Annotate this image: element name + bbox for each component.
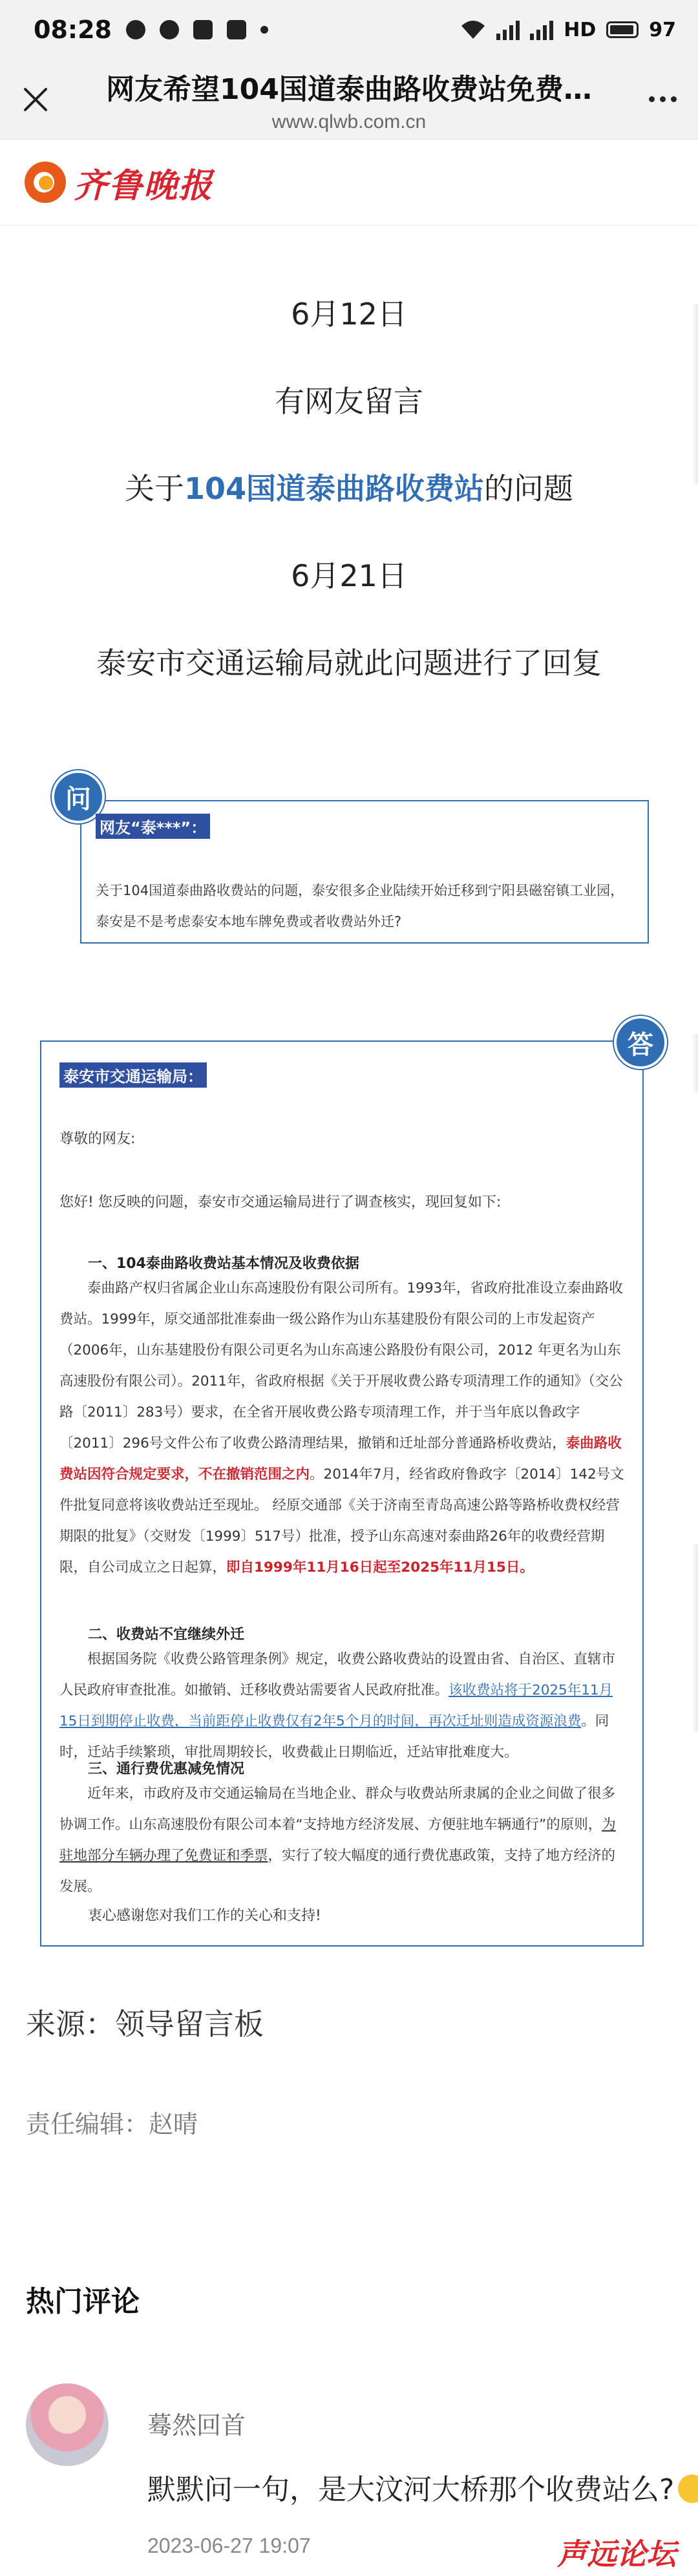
answer-s2-blue: 该收费站将于2025年11月15日到期停止收费，当前距停止收费仅有2年5个月的时间，再次迁址则造成资源浪费 — [59, 1682, 613, 1729]
network-type: HD — [564, 18, 597, 41]
answer-greeting: 尊敬的网友: — [59, 1131, 136, 1147]
more-dot-icon — [649, 96, 655, 102]
comment-time: 2023-06-27 19:07 — [147, 2534, 311, 2557]
side-shadow-3 — [692, 1545, 698, 1732]
intro-line-5: 泰安市交通运输局就此问题进行了回复 — [96, 646, 602, 681]
intro-date-2: 6月21日 — [291, 558, 407, 593]
question-badge: 问 — [52, 770, 105, 823]
page-url: www.qlwb.com.cn — [271, 111, 427, 132]
status-right — [460, 19, 676, 41]
browser-nav-bar — [0, 59, 698, 140]
answer-section-2-body — [59, 1644, 628, 1768]
logo-icon — [25, 162, 66, 203]
answer-section-1-body — [59, 1273, 628, 1583]
nav-title-area — [71, 66, 627, 133]
comment-text — [147, 2466, 698, 2507]
intro-highlight: 104国道泰曲路收费站 — [184, 471, 485, 506]
answer-badge: 答 — [614, 1016, 667, 1069]
status-left — [34, 16, 268, 44]
side-shadow-2 — [692, 1034, 698, 1092]
answer-opening: 您好! 您反映的问题，泰安市交通运输局进行了调查核实，现回复如下: — [59, 1194, 502, 1210]
more-dot-icon — [660, 96, 666, 102]
answer-section-3-title: 三、通行费优惠减免情况 — [88, 1761, 245, 1777]
question-asker: 网友“泰***”： — [96, 814, 210, 839]
answer-s3-underline: 为驻地部分车辆办理了免费证和季票 — [59, 1817, 616, 1864]
signal-icon — [496, 19, 520, 40]
chat-icon — [160, 20, 179, 39]
question-text: 关于104国道泰曲路收费站的问题，泰安很多企业陆续开始迁移到宁阳县磁窑镇工业园，泰安是不是考虑泰安本地车牌免费或者收费站外迁? — [96, 883, 624, 929]
article-editor: 责任编辑：赵晴 — [26, 2110, 198, 2138]
surprised-face-icon — [678, 2475, 698, 2503]
answer-responder: 泰安市交通运输局： — [59, 1062, 207, 1088]
page-title: 网友希望104国道泰曲路收费站免费… — [106, 72, 592, 106]
answer-s2-text-b: 。同时，迁站手续繁琐，审批周期较长，收费截止日期临近，迁站审批难度大。 — [59, 1713, 609, 1760]
answer-s1-text-b: 。2014年7月，经省政府鲁政字〔2014〕142号文件批复同意将该收费站迁至现址。 经原交通部《关于济南至青岛高速公路等路桥收费权经营期限的批复》（交财发〔1999〕517号）批准，授予山东高速对泰曲路26年的收费经营期限，自公司成立之日起算， — [59, 1466, 624, 1576]
intro-date-1: 6月12日 — [291, 297, 407, 332]
site-header — [0, 140, 698, 226]
comment-username[interactable]: 蓦然回首 — [147, 2411, 246, 2440]
answer-s1-text-a: 泰曲路产权归省属企业山东高速股份有限公司所有。1993年，省政府批准设立泰曲路收费站。1999年，原交通部批准泰曲一级公路作为山东基建股份有限公司的上市发起资产（2006年，山东基建股份有限公司更名为山东高速公路股份有限公司，2012 年更名为山东高速股份有限公司）。2011年，省政府根据《关于开展收费公路专项清理工作的通知》（交公路〔2011〕283号）要求，在全省开展收费公路专项清理工作，并于当年底以鲁政字〔2011〕296号文件公布了收费公路清理结果，撤销和迁址部分普通路桥收费站， — [59, 1280, 623, 1452]
status-bar — [0, 0, 698, 59]
article-source: 来源：领导留言板 — [26, 2007, 264, 2042]
answer-section-3-body — [59, 1779, 628, 1903]
more-notifications-icon — [260, 26, 268, 34]
close-icon — [23, 87, 48, 112]
intro-line-3-pre: 关于 — [124, 471, 184, 506]
battery-icon — [606, 21, 639, 38]
close-button[interactable] — [0, 59, 71, 140]
answer-section-1-title: 一、104泰曲路收费站基本情况及收费依据 — [88, 1256, 359, 1272]
comment-text-content: 默默问一句，是大汶河大桥那个收费站么? — [147, 2473, 675, 2506]
avatar[interactable] — [26, 2383, 109, 2466]
site-logo-text: 齐鲁晚报 — [74, 165, 214, 206]
more-button[interactable] — [627, 96, 698, 102]
intro-line-3-post: 的问题 — [484, 471, 574, 506]
answer-s3-text-b: ，实行了较大幅度的通行费优惠政策，支持了地方经济的发展。 — [59, 1848, 616, 1895]
intro-line-3 — [0, 465, 698, 508]
watermark-logo: 声远论坛 — [557, 2537, 676, 2571]
answer-s2-text-a: 根据国务院《收费公路管理条例》规定，收费公路收费站的设置由省、自治区、直辖市人民政府审查批准。如撤销、迁移收费站需要省人民政府批准。 — [59, 1651, 616, 1698]
notification-icon — [126, 20, 145, 39]
signal-2-icon — [530, 19, 553, 40]
more-dot-icon — [671, 96, 677, 102]
intro-line-2: 有网友留言 — [275, 384, 423, 419]
answer-s3-text-a: 近年来，市政府及市交通运输局在当地企业、群众与收费站所隶属的企业之间做了很多协调工作。山东高速股份有限公司本着“支持地方经济发展、方便驻地车辆通行”的原则， — [59, 1786, 616, 1833]
hot-comments-title: 热门评论 — [26, 2285, 140, 2318]
status-time: 08:28 — [34, 16, 112, 44]
answer-s1-red-1: 泰曲路收费站因符合规定要求，不在撤销范围之内 — [59, 1435, 622, 1483]
answer-section-2-title: 二、收费站不宜继续外迁 — [88, 1627, 245, 1643]
answer-s1-red-2: 即自1999年11月16日起至2025年11月15日。 — [226, 1559, 534, 1576]
battery-level: 97 — [649, 18, 676, 41]
gallery-icon — [227, 20, 246, 39]
wifi-icon — [460, 19, 486, 40]
app-icon — [193, 20, 213, 39]
answer-closing: 衷心感谢您对我们工作的关心和支持! — [88, 1908, 321, 1924]
